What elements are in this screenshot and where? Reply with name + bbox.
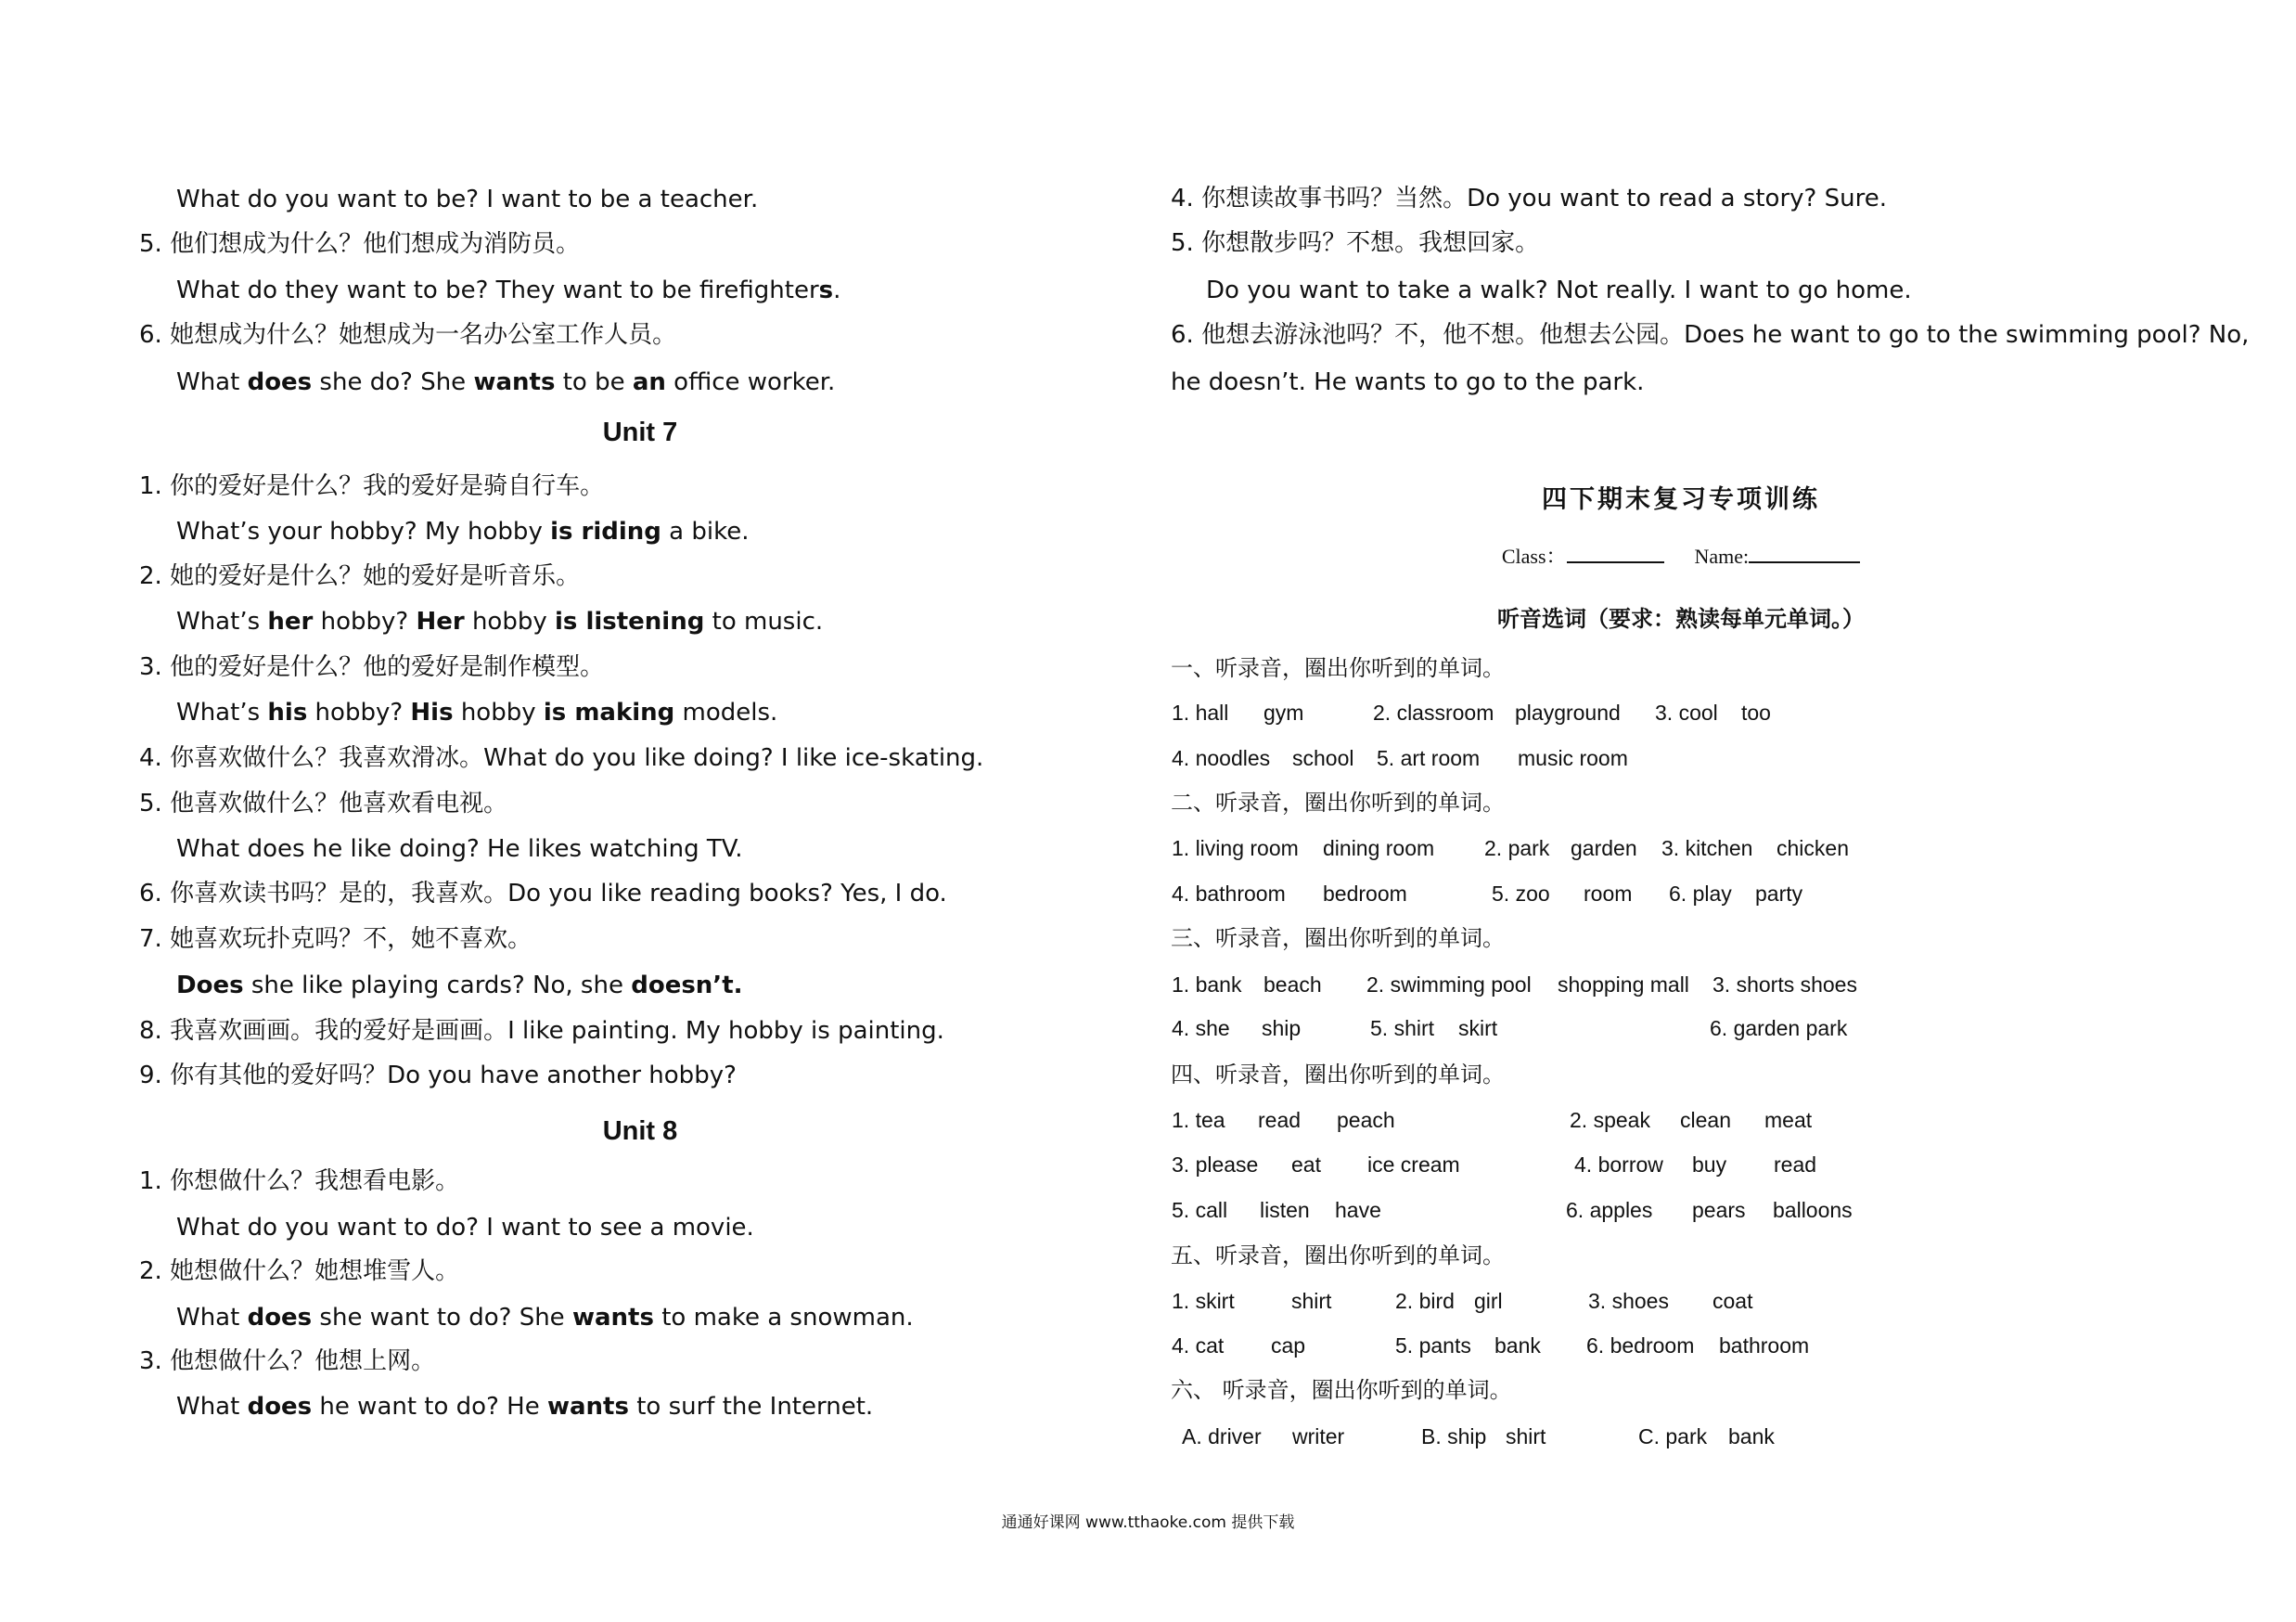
worksheet-subtitle: 听音选词（要求：熟读每单元单词。）	[1497, 605, 1865, 632]
line-segment: 1. 你的爱好是什么？我的爱好是骑自行车。	[139, 472, 605, 500]
text-line	[139, 742, 983, 774]
line-segment: 2. 她的爱好是什么？她的爱好是听音乐。	[139, 562, 581, 590]
line-segment: What does he like doing? He likes watching TV.	[176, 835, 743, 863]
word-option[interactable]: party	[1755, 882, 1803, 906]
word-option[interactable]: shirt	[1291, 1289, 1332, 1313]
text-line	[139, 1255, 459, 1287]
line-segment: wants	[473, 368, 556, 396]
word-option[interactable]: 4. noodles	[1172, 746, 1271, 770]
text-line	[139, 651, 604, 683]
class-name-line	[1171, 541, 2191, 570]
line-segment: doesn’t.	[631, 972, 743, 999]
word-option[interactable]: read	[1258, 1108, 1302, 1132]
line-segment: hobby?	[307, 699, 411, 727]
text-line	[139, 788, 507, 819]
word-option[interactable]: 3. please	[1172, 1152, 1259, 1177]
word-option[interactable]: school	[1292, 746, 1354, 770]
line-segment: wants	[571, 1304, 654, 1332]
text-line	[139, 560, 580, 592]
text-line	[1206, 275, 1912, 306]
word-option[interactable]: writer	[1292, 1424, 1345, 1448]
line-segment: What’s	[176, 608, 268, 636]
line-segment: is making	[543, 699, 675, 727]
line-segment: What’s	[176, 699, 268, 727]
text-line	[176, 606, 823, 637]
line-segment: 5. 他喜欢做什么？他喜欢看电视。	[139, 790, 508, 817]
word-option[interactable]: cap	[1271, 1333, 1306, 1358]
line-segment: is listening	[555, 608, 705, 636]
line-segment: does	[247, 1304, 313, 1332]
word-option[interactable]: 2. speak	[1570, 1108, 1650, 1132]
line-segment: 4. 你喜欢做什么？我喜欢滑冰。What do you like doing? I like ice-skating.	[139, 744, 984, 772]
line-segment: Her	[416, 608, 465, 636]
word-option[interactable]: girl	[1474, 1289, 1503, 1313]
word-option[interactable]: 2. bird	[1395, 1289, 1455, 1313]
line-segment: is riding	[550, 518, 661, 546]
line-segment: she do? She	[312, 368, 474, 396]
text-line	[1171, 227, 1539, 259]
exercise-heading: 六、 听录音，圈出你听到的单词。	[1171, 1377, 1512, 1403]
line-segment: .	[833, 277, 841, 304]
word-option[interactable]: 5. pants	[1395, 1333, 1471, 1358]
word-option[interactable]: clean	[1680, 1108, 1731, 1132]
word-option[interactable]: playground	[1515, 701, 1621, 725]
word-option[interactable]: listen	[1260, 1198, 1310, 1222]
line-segment: 6. 他想去游泳池吗？不，他不想。他想去公园。Does he want to go to the swimming pool? No,	[1171, 321, 2250, 349]
text-line	[176, 367, 835, 398]
word-option[interactable]: 3. shoes	[1588, 1289, 1669, 1313]
line-segment: What	[176, 1393, 248, 1421]
word-option[interactable]: 2. park	[1484, 836, 1550, 860]
text-line	[176, 275, 840, 306]
exercise-heading: 二、听录音，圈出你听到的单词。	[1171, 790, 1505, 816]
line-segment: a bike.	[661, 518, 750, 546]
text-line	[139, 1345, 435, 1377]
line-segment: to be	[555, 368, 633, 396]
line-segment: 6. 你喜欢读书吗？是的，我喜欢。Do you like reading books? Yes, I do.	[139, 880, 947, 908]
word-option[interactable]: skirt	[1458, 1016, 1498, 1040]
line-segment: What’s your hobby? My hobby	[176, 518, 551, 546]
word-option[interactable]: 1. hall	[1172, 701, 1229, 725]
word-option[interactable]: 6. play	[1669, 882, 1732, 906]
word-option[interactable]: bank	[1728, 1424, 1775, 1448]
word-option[interactable]: garden	[1571, 836, 1637, 860]
line-segment: to make a snowman.	[653, 1304, 914, 1332]
word-option[interactable]: coat	[1712, 1289, 1753, 1313]
word-option[interactable]: bank	[1494, 1333, 1541, 1358]
line-segment: 3. 他想做什么？他想上网。	[139, 1347, 436, 1375]
word-option[interactable]: 1. living room	[1172, 836, 1299, 860]
word-option[interactable]: bathroom	[1719, 1333, 1810, 1358]
line-segment: hobby	[464, 608, 555, 636]
word-option[interactable]: read	[1774, 1152, 1817, 1177]
text-line	[139, 1165, 459, 1197]
word-option[interactable]: pears	[1692, 1198, 1746, 1222]
word-option[interactable]: 4. bathroom	[1172, 882, 1286, 906]
unit8-heading: Unit 8	[602, 1116, 678, 1146]
line-segment: What do they want to be? They want to be firefighter	[176, 277, 819, 304]
line-segment: his	[267, 699, 308, 727]
word-option[interactable]: shopping mall	[1558, 972, 1689, 997]
word-option[interactable]: 5. art room	[1377, 746, 1481, 770]
exercise-heading: 三、听录音，圈出你听到的单词。	[1171, 925, 1505, 951]
text-line	[1171, 183, 1887, 214]
word-option[interactable]: peach	[1337, 1108, 1395, 1132]
line-segment: What do you want to do? I want to see a movie.	[176, 1214, 754, 1242]
page-footer: 通通好课网 www.tthaoke.com 提供下载	[1001, 1513, 1295, 1532]
word-option[interactable]: 3. cool	[1655, 701, 1718, 725]
word-option[interactable]: ice cream	[1367, 1152, 1460, 1177]
class-label: Class：	[1501, 545, 1567, 568]
word-option[interactable]: 6. garden park	[1710, 1016, 1848, 1040]
word-option[interactable]: too	[1741, 701, 1771, 725]
line-segment: What	[176, 368, 248, 396]
word-option[interactable]: 2. classroom	[1373, 701, 1494, 725]
line-segment: What	[176, 1304, 248, 1332]
line-segment: to music.	[704, 608, 824, 636]
exercise-heading: 五、听录音，圈出你听到的单词。	[1171, 1242, 1505, 1268]
word-option[interactable]: 6. bedroom	[1586, 1333, 1695, 1358]
word-option[interactable]: 1. tea	[1172, 1108, 1225, 1132]
text-line	[176, 1212, 754, 1243]
line-segment: she want to do? She	[312, 1304, 572, 1332]
word-option[interactable]: eat	[1291, 1152, 1321, 1177]
word-option[interactable]: 5. call	[1172, 1198, 1228, 1222]
line-segment: s	[818, 277, 834, 304]
word-option[interactable]: C. park	[1638, 1424, 1708, 1448]
line-segment: he doesn’t. He wants to go to the park.	[1171, 368, 1645, 396]
line-segment: she like playing cards? No, she	[243, 972, 632, 999]
line-segment: 4. 你想读故事书吗？当然。Do you want to read a story? Sure.	[1171, 185, 1887, 212]
name-label: Name:	[1694, 545, 1750, 568]
text-line	[139, 470, 604, 502]
text-line	[139, 228, 580, 260]
word-option[interactable]: have	[1335, 1198, 1381, 1222]
word-option[interactable]: ship	[1262, 1016, 1302, 1040]
line-segment: wants	[546, 1393, 629, 1421]
line-segment: 8. 我喜欢画画。我的爱好是画画。I like painting. My hobby is painting.	[139, 1017, 944, 1045]
word-option[interactable]: 1. skirt	[1172, 1289, 1235, 1313]
word-option[interactable]: beach	[1263, 972, 1322, 997]
line-segment: Does	[176, 972, 244, 999]
text-line	[1171, 367, 1644, 398]
exercise-heading: 四、听录音，圈出你听到的单词。	[1171, 1062, 1505, 1088]
line-segment: 5. 你想散步吗？不想。我想回家。	[1171, 229, 1540, 257]
word-option[interactable]: balloons	[1773, 1198, 1853, 1222]
line-segment: 6. 她想成为什么？她想成为一名办公室工作人员。	[139, 321, 677, 349]
line-segment: Do you want to take a walk? Not really. I want to go home.	[1206, 277, 1912, 304]
word-option[interactable]: 6. apples	[1566, 1198, 1653, 1222]
line-segment: to surf the Internet.	[628, 1393, 874, 1421]
word-option[interactable]: bedroom	[1323, 882, 1407, 906]
line-segment: 1. 你想做什么？我想看电影。	[139, 1167, 460, 1195]
exercise-heading: 一、听录音，圈出你听到的单词。	[1171, 655, 1505, 681]
text-line	[139, 923, 532, 955]
line-segment: What do you want to be? I want to be a teacher.	[176, 186, 759, 213]
unit7-heading: Unit 7	[602, 418, 678, 447]
word-option[interactable]: 4. borrow	[1574, 1152, 1663, 1177]
word-option[interactable]: buy	[1692, 1152, 1727, 1177]
text-line	[176, 970, 743, 1001]
word-option[interactable]: 3. shorts shoes	[1712, 972, 1857, 997]
line-segment: 2. 她想做什么？她想堆雪人。	[139, 1257, 460, 1285]
text-line	[139, 1015, 944, 1047]
word-option[interactable]: 5. zoo	[1492, 882, 1550, 906]
text-line	[176, 697, 777, 728]
line-segment: models.	[674, 699, 778, 727]
worksheet-title: 四下期末复习专项训练	[1542, 485, 1820, 514]
line-segment: hobby?	[313, 608, 417, 636]
text-line	[176, 184, 758, 215]
line-segment: her	[267, 608, 314, 636]
text-line	[176, 1391, 873, 1422]
line-segment: office worker.	[665, 368, 836, 396]
word-option[interactable]: 4. she	[1172, 1016, 1230, 1040]
word-option[interactable]: dining room	[1323, 836, 1435, 860]
word-option[interactable]: gym	[1263, 701, 1304, 725]
line-segment: His	[410, 699, 454, 727]
word-option[interactable]: 4. cat	[1172, 1333, 1225, 1358]
line-segment: 7. 她喜欢玩扑克吗？不，她不喜欢。	[139, 925, 532, 953]
word-option[interactable]: 5. shirt	[1370, 1016, 1435, 1040]
word-option[interactable]: chicken	[1777, 836, 1849, 860]
word-option[interactable]: 1. bank	[1172, 972, 1242, 997]
text-line	[139, 1060, 737, 1091]
word-option[interactable]: meat	[1764, 1108, 1813, 1132]
word-option[interactable]: room	[1584, 882, 1633, 906]
word-option[interactable]: B. ship	[1421, 1424, 1487, 1448]
name-blank[interactable]	[1749, 545, 1860, 563]
word-option[interactable]: 3. kitchen	[1661, 836, 1753, 860]
word-option[interactable]: music room	[1518, 746, 1628, 770]
line-segment: an	[632, 368, 666, 396]
line-segment: does	[247, 368, 313, 396]
word-option[interactable]: A. driver	[1182, 1424, 1262, 1448]
text-line	[139, 319, 676, 351]
line-segment: 5. 他们想成为什么？他们想成为消防员。	[139, 230, 581, 258]
text-line	[176, 833, 742, 865]
line-segment: hobby	[453, 699, 544, 727]
line-segment: does	[247, 1393, 313, 1421]
text-line	[1171, 319, 2249, 351]
line-segment: 9. 你有其他的爱好吗？Do you have another hobby?	[139, 1062, 737, 1089]
text-line	[139, 878, 947, 909]
class-blank[interactable]	[1567, 545, 1664, 563]
text-line	[176, 1302, 914, 1333]
word-option[interactable]: shirt	[1506, 1424, 1546, 1448]
word-option[interactable]: 2. swimming pool	[1366, 972, 1532, 997]
line-segment: he want to do? He	[312, 1393, 547, 1421]
text-line	[176, 516, 750, 547]
line-segment: 3. 他的爱好是什么？他的爱好是制作模型。	[139, 653, 605, 681]
